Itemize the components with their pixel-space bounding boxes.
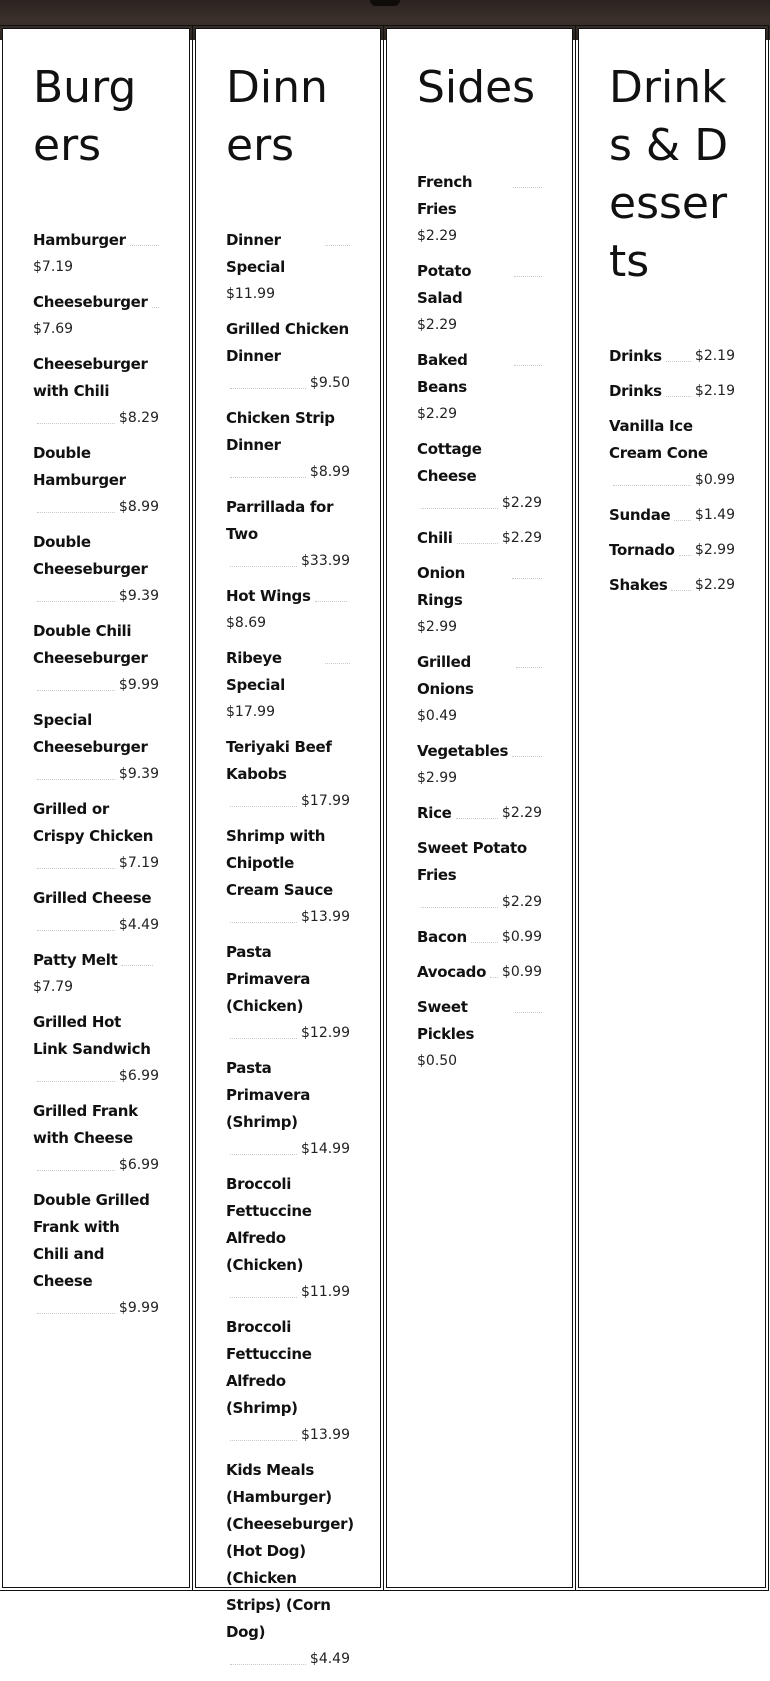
menu-item-name: Baked Beans: [417, 351, 468, 396]
menu-item-price-row: [417, 1048, 542, 1075]
dot-leader: [325, 227, 351, 246]
menu-column-burgers: [2, 28, 190, 1588]
menu-item-name: Pasta Primavera (Shrimp): [226, 1059, 311, 1131]
menu-item-name: Chili: [417, 529, 453, 547]
menu-item: [417, 924, 542, 951]
dot-leader: [230, 1646, 306, 1665]
dot-leader: [516, 649, 542, 668]
menu-item-price-row: [417, 703, 542, 730]
menu-item-row: [417, 649, 542, 703]
menu-item: [609, 572, 735, 599]
menu-item-name: Vanilla Ice Cream Cone: [609, 417, 708, 462]
menu-item-price: $0.99: [694, 472, 735, 488]
menu-item-price: $2.29: [501, 495, 542, 511]
menu-item-row: [417, 738, 542, 765]
menu-item-row: [33, 289, 159, 316]
menu-item-price: $17.99: [301, 793, 350, 809]
item-list: [33, 227, 159, 1322]
menu-item-name: Double Grilled Frank with Chili and Cheese: [33, 1191, 150, 1290]
menu-column-content: [417, 59, 542, 1083]
menu-item-name: Double Cheeseburger: [33, 533, 148, 578]
menu-item-name-row: [226, 1314, 350, 1422]
menu-item-name: Grilled Cheese: [33, 889, 152, 907]
menu-item: [33, 707, 159, 788]
menu-item-price-row: [226, 1646, 350, 1673]
column-title: Sides: [417, 62, 536, 113]
menu-item-price: $6.99: [118, 1068, 159, 1084]
dot-leader: [512, 738, 542, 757]
menu-item: [609, 502, 735, 529]
menu-item-price: $2.99: [694, 542, 735, 558]
menu-item-row: [33, 947, 159, 974]
dot-leader: [230, 370, 306, 389]
dot-leader: [152, 289, 159, 308]
dot-leader: [37, 494, 115, 513]
dot-leader: [315, 583, 347, 602]
dot-leader: [515, 994, 542, 1013]
menu-item-name: Shrimp with Chipotle Cream Sauce: [226, 827, 333, 899]
menu-item-name: Grilled Frank with Cheese: [33, 1102, 138, 1147]
menu-item: [417, 525, 542, 552]
menu-item-name: Grilled Onions: [417, 653, 474, 698]
menu-item-name: Bacon: [417, 928, 467, 946]
menu-item: [226, 645, 350, 726]
menu-item: [33, 227, 159, 281]
menu-item-name: Patty Melt: [33, 951, 118, 969]
menu-item-name: Grilled Hot Link Sandwich: [33, 1013, 151, 1058]
menu-item: [609, 413, 735, 494]
menu-item: [226, 939, 350, 1047]
menu-item-name: Ribeye Special: [226, 649, 285, 694]
menu-item-name-row: [417, 436, 542, 490]
menu-item: [417, 994, 542, 1075]
menu-item-name: Cheeseburger: [33, 293, 148, 311]
menu-item-name: Sundae: [609, 506, 671, 524]
dot-leader: [121, 947, 153, 966]
menu-item-name: Cheeseburger with Chili: [33, 355, 148, 400]
menu-item-price: $8.69: [226, 615, 267, 631]
menu-item-price-row: [226, 699, 350, 726]
menu-item-name: Dinner Special: [226, 231, 285, 276]
menu-item-name-row: [33, 529, 159, 583]
menu-item-price-row: [33, 761, 159, 788]
menu-item-name-row: [417, 835, 542, 889]
menu-item-price: $2.29: [501, 805, 542, 821]
menu-item-price: $8.99: [309, 464, 350, 480]
menu-item-price-row: [417, 312, 542, 339]
menu-item-price: $11.99: [301, 1284, 350, 1300]
dot-leader: [456, 800, 498, 819]
menu-item-price: $13.99: [301, 1427, 350, 1443]
menu-item-price: $2.29: [417, 228, 458, 244]
menu-item-name-row: [226, 494, 350, 548]
column-title: Drinks & Desserts: [609, 62, 729, 287]
menu-item: [609, 378, 735, 405]
menu-item-price-row: [33, 254, 159, 281]
menu-item-price: $0.50: [417, 1053, 458, 1069]
menu-item-price-row: [417, 765, 542, 792]
dot-leader: [671, 572, 690, 591]
menu-item-name-row: [33, 1098, 159, 1152]
menu-column-dinners: [195, 28, 381, 1667]
menu-item-price-row: [609, 467, 735, 494]
dot-leader: [513, 169, 542, 188]
menu-item-name-row: [226, 405, 350, 459]
menu-item: [33, 618, 159, 699]
menu-item: [417, 436, 542, 517]
menu-item-price: $2.29: [501, 530, 542, 546]
menu-item-name-row: [609, 413, 735, 467]
menu-item: [226, 227, 350, 308]
menu-item: [417, 347, 542, 428]
menu-columns: [0, 28, 770, 1667]
menu-item-row: [609, 572, 735, 599]
menu-item-name: Broccoli Fettuccine Alfredo (Shrimp): [226, 1318, 312, 1417]
menu-item-price: $2.19: [694, 383, 735, 399]
item-list: [609, 343, 735, 599]
column-title: Dinners: [226, 62, 328, 171]
menu-item-name: Double Hamburger: [33, 444, 126, 489]
dot-leader: [37, 761, 115, 780]
menu-item-price: $9.39: [118, 766, 159, 782]
dot-leader: [37, 1063, 115, 1082]
menu-item-row: [417, 924, 542, 951]
menu-item-price: $33.99: [301, 553, 350, 569]
menu-item-name: Onion Rings: [417, 564, 466, 609]
menu-item-price: $0.49: [417, 708, 458, 724]
menu-item-price-row: [226, 370, 350, 397]
menu-item-name: Drinks: [609, 382, 662, 400]
dot-leader: [471, 924, 498, 943]
menu-item-row: [226, 583, 350, 610]
dot-leader: [37, 850, 115, 869]
dot-leader: [490, 959, 498, 978]
menu-item-price: $2.99: [417, 619, 458, 635]
menu-item: [33, 529, 159, 610]
menu-item-row: [609, 343, 735, 370]
dot-leader: [37, 1295, 115, 1314]
menu-item-price: $14.99: [301, 1141, 350, 1157]
menu-item: [226, 583, 350, 637]
menu-item-name-row: [33, 1187, 159, 1295]
dot-leader: [230, 1422, 297, 1441]
menu-item-price-row: [226, 610, 350, 637]
dot-leader: [666, 343, 691, 362]
menu-item: [417, 560, 542, 641]
menu-item-name: Parrillada for Two: [226, 498, 334, 543]
menu-item-name: Rice: [417, 804, 452, 822]
dot-leader: [37, 583, 115, 602]
menu-item-name-row: [33, 707, 159, 761]
menu-item-name: Hot Wings: [226, 587, 311, 605]
menu-item-name: Grilled or Crispy Chicken: [33, 800, 154, 845]
dot-leader: [130, 227, 159, 246]
menu-item-price: $2.29: [501, 894, 542, 910]
menu-item-row: [33, 227, 159, 254]
menu-item-price: $13.99: [301, 909, 350, 925]
menu-item-name-row: [33, 440, 159, 494]
menu-item-price: $1.49: [694, 507, 735, 523]
menu-item-price: $8.29: [118, 410, 159, 426]
column-title: Burgers: [33, 62, 137, 171]
dot-leader: [230, 1020, 297, 1039]
dot-leader: [512, 560, 542, 579]
menu-item-price: $4.49: [309, 1651, 350, 1667]
menu-column-content: [226, 59, 354, 1681]
item-list: [226, 227, 354, 1673]
menu-item: [226, 734, 350, 815]
menu-item: [33, 1098, 159, 1179]
dot-leader: [325, 645, 350, 664]
menu-item-name-row: [226, 939, 350, 1020]
dot-leader: [514, 258, 542, 277]
menu-item-name: Teriyaki Beef Kabobs: [226, 738, 332, 783]
menu-item-name: Shakes: [609, 576, 668, 594]
menu-item-price: $9.99: [118, 677, 159, 693]
menu-item-name-row: [33, 885, 159, 912]
menu-item-price-row: [417, 223, 542, 250]
menu-item: [33, 796, 159, 877]
menu-item-row: [417, 994, 542, 1048]
menu-item: [417, 258, 542, 339]
menu-item-name-row: [33, 618, 159, 672]
menu-item-row: [609, 378, 735, 405]
dot-leader: [666, 378, 691, 397]
menu-item-name: Cottage Cheese: [417, 440, 482, 485]
menu-item-name: Double Chili Cheeseburger: [33, 622, 148, 667]
dot-leader: [421, 889, 498, 908]
menu-item-name: Chicken Strip Dinner: [226, 409, 335, 454]
menu-item-price: $9.99: [118, 1300, 159, 1316]
menu-item-name: Avocado: [417, 963, 487, 981]
dot-leader: [674, 502, 691, 521]
menu-item-price: $9.39: [118, 588, 159, 604]
menu-item-price-row: [33, 1295, 159, 1322]
menu-item-row: [417, 258, 542, 312]
menu-item-price: $0.99: [501, 964, 542, 980]
menu-item-row: [417, 800, 542, 827]
menu-item-row: [417, 525, 542, 552]
menu-item: [417, 959, 542, 986]
menu-item-row: [226, 645, 350, 699]
dot-leader: [230, 1279, 297, 1298]
menu-item: [33, 1009, 159, 1090]
menu-item: [33, 885, 159, 939]
menu-item-row: [226, 227, 350, 281]
menu-item-name: Sweet Pickles: [417, 998, 475, 1043]
menu-item: [226, 405, 350, 486]
menu-item-name: Grilled Chicken Dinner: [226, 320, 349, 365]
menu-item-price-row: [33, 316, 159, 343]
menu-item-name-row: [33, 796, 159, 850]
menu-item-price: $7.19: [118, 855, 159, 871]
menu-item-price: $2.29: [417, 317, 458, 333]
menu-item-name: Pasta Primavera (Chicken): [226, 943, 311, 1015]
dot-leader: [230, 459, 306, 478]
menu-item-price: $2.29: [417, 406, 458, 422]
menu-item-price-row: [33, 583, 159, 610]
menu-item-price-row: [33, 1152, 159, 1179]
menu-item-price-row: [226, 1279, 350, 1306]
menu-item-price-row: [33, 494, 159, 521]
menu-item-name-row: [226, 1171, 350, 1279]
menu-item: [226, 1457, 354, 1673]
menu-item-name-row: [226, 316, 350, 370]
dot-leader: [37, 1152, 115, 1171]
menu-item-name: Drinks: [609, 347, 662, 365]
menu-item: [417, 738, 542, 792]
menu-item-row: [609, 502, 735, 529]
menu-item: [33, 1187, 159, 1322]
menu-item-price-row: [226, 548, 350, 575]
menu-item-price: $6.99: [118, 1157, 159, 1173]
menu-item-price: $17.99: [226, 704, 275, 720]
menu-item: [226, 1314, 350, 1449]
menu-item: [226, 1171, 350, 1306]
menu-item-name: French Fries: [417, 173, 473, 218]
dot-leader: [37, 405, 115, 424]
menu-column-content: [33, 59, 159, 1330]
menu-item-price-row: [417, 490, 542, 517]
menu-item-name: Vegetables: [417, 742, 509, 760]
menu-item-name-row: [226, 823, 350, 904]
menu-item-price-row: [33, 672, 159, 699]
menu-item-price-row: [226, 904, 350, 931]
menu-column-content: [609, 59, 735, 607]
menu-item: [33, 947, 159, 1001]
menu-item-price-row: [226, 1020, 350, 1047]
dot-leader: [679, 537, 691, 556]
menu-item: [226, 823, 350, 931]
menu-item-price: $12.99: [301, 1025, 350, 1041]
menu-item: [417, 649, 542, 730]
menu-item-price-row: [33, 405, 159, 432]
menu-item: [226, 1055, 350, 1163]
menu-item-price: $4.49: [118, 917, 159, 933]
menu-item-price: $9.50: [309, 375, 350, 391]
menu-item-name: Broccoli Fettuccine Alfredo (Chicken): [226, 1175, 312, 1274]
menu-item-price-row: [417, 401, 542, 428]
menu-item: [33, 289, 159, 343]
menu-item-row: [417, 169, 542, 223]
menu-column-sides: [386, 28, 573, 1588]
menu-item-row: [417, 347, 542, 401]
menu-item-price: $7.79: [33, 979, 74, 995]
menu-item: [417, 835, 542, 916]
menu-item-name-row: [226, 1055, 350, 1136]
dot-leader: [230, 904, 297, 923]
menu-item: [226, 494, 350, 575]
menu-item-price-row: [33, 1063, 159, 1090]
menu-item-name: Kids Meals (Hamburger) (Cheeseburger) (Hot Dog) (Chicken Strips) (Corn Dog): [226, 1461, 354, 1641]
menu-item-price: $7.69: [33, 321, 74, 337]
menu-item-name: Special Cheeseburger: [33, 711, 148, 756]
dot-leader: [421, 490, 498, 509]
dot-leader: [230, 548, 297, 567]
menu-item-row: [609, 537, 735, 564]
dot-leader: [37, 672, 115, 691]
menu-item-price-row: [226, 1422, 350, 1449]
dot-leader: [230, 788, 297, 807]
menu-item-price-row: [417, 889, 542, 916]
menu-item-name-row: [33, 1009, 159, 1063]
menu-item-price-row: [226, 1136, 350, 1163]
menu-column-drinks-desserts: [578, 28, 766, 1588]
menu-item-price-row: [226, 459, 350, 486]
dot-leader: [613, 467, 691, 486]
dot-leader: [230, 1136, 297, 1155]
menu-item-price-row: [33, 974, 159, 1001]
menu-item-name-row: [226, 734, 350, 788]
item-list: [417, 169, 542, 1075]
dot-leader: [457, 525, 498, 544]
menu-item-name: Sweet Potato Fries: [417, 839, 527, 884]
menu-item: [33, 351, 159, 432]
menu-item-price-row: [226, 281, 350, 308]
menu-item-name: Hamburger: [33, 231, 126, 249]
menu-item-row: [417, 560, 542, 614]
menu-item: [33, 440, 159, 521]
menu-item: [417, 800, 542, 827]
menu-item-price-row: [417, 614, 542, 641]
menu-item-price-row: [226, 788, 350, 815]
menu-item-price-row: [33, 912, 159, 939]
menu-item: [609, 343, 735, 370]
menu-item-name: Tornado: [609, 541, 675, 559]
dot-leader: [514, 347, 542, 366]
menu-item: [417, 169, 542, 250]
menu-item-name: Potato Salad: [417, 262, 472, 307]
menu-item-price-row: [33, 850, 159, 877]
menu-item-price: $2.99: [417, 770, 458, 786]
menu-item-row: [417, 959, 542, 986]
menu-item-price: $8.99: [118, 499, 159, 515]
dot-leader: [37, 912, 115, 931]
menu-item: [226, 316, 350, 397]
menu-item-price: $7.19: [33, 259, 74, 275]
menu-item-price: $0.99: [501, 929, 542, 945]
menu-item: [609, 537, 735, 564]
menu-item-name-row: [226, 1457, 354, 1646]
menu-item-price: $2.19: [694, 348, 735, 364]
menu-item-name-row: [33, 351, 159, 405]
menu-item-price: $11.99: [226, 286, 275, 302]
menu-item-price: $2.29: [694, 577, 735, 593]
